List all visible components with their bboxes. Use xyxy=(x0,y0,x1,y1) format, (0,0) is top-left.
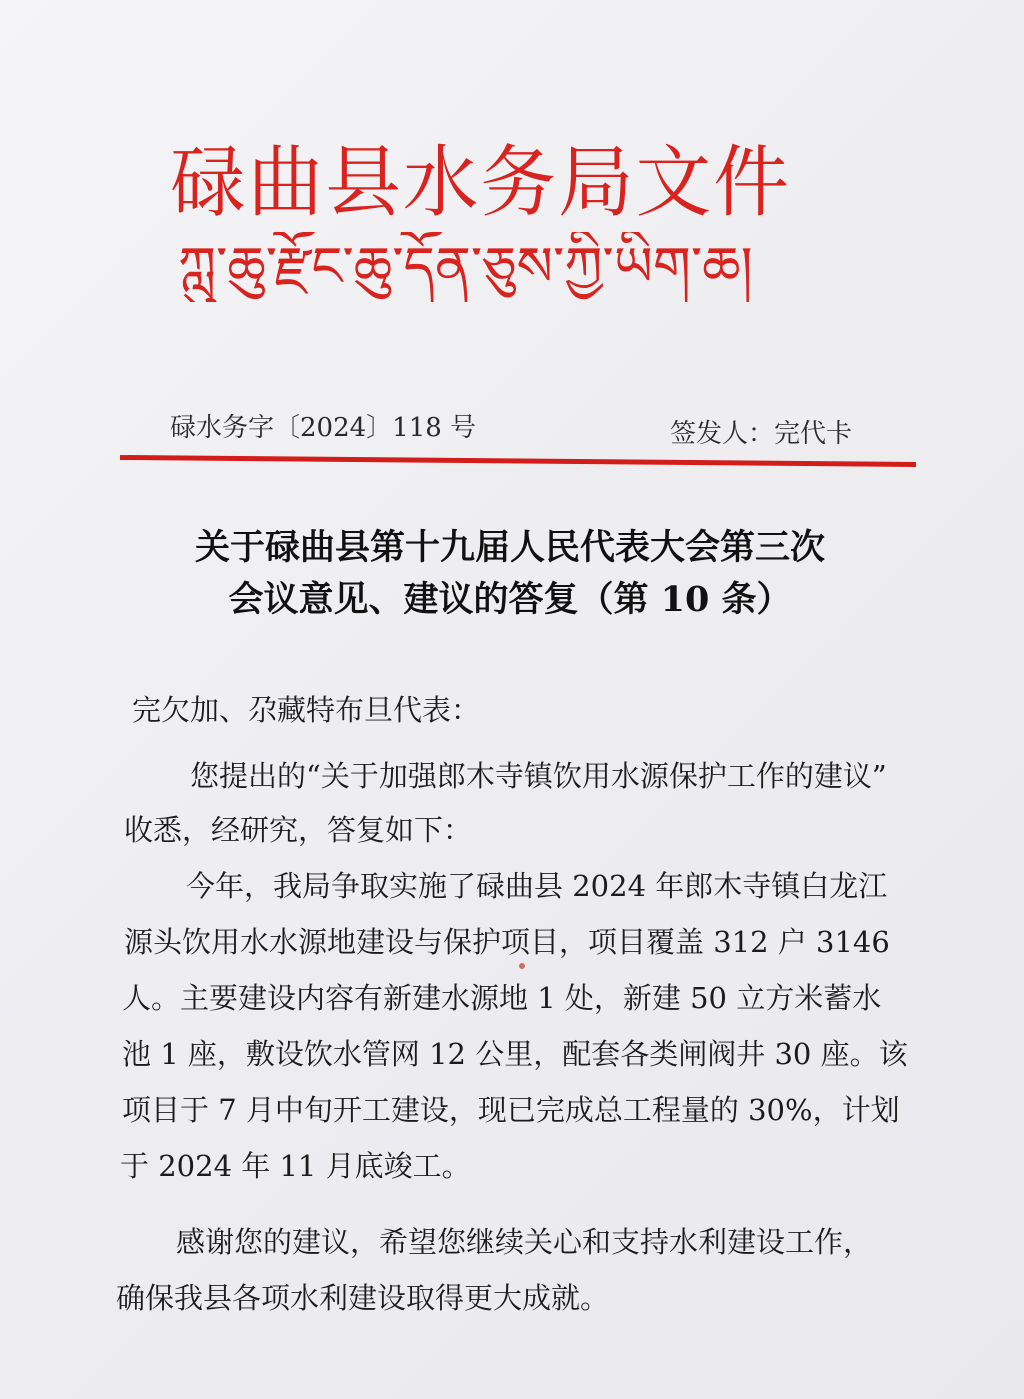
document-subject xyxy=(110,522,910,626)
document-number: 碌水务字〔2024〕118 号 xyxy=(170,413,477,443)
paragraph-2-line-6: 于 2024 年 11 月底竣工。 xyxy=(120,1149,471,1183)
subject-line-1: 关于碌曲县第十九届人民代表大会第三次 xyxy=(194,527,825,568)
paragraph-2-line-3: 人。主要建设内容有新建水源地 1 处，新建 50 立方米蓄水 xyxy=(122,981,882,1015)
paragraph-1-line-1: 您提出的“关于加强郎木寺镇饮用水源保护工作的建议” xyxy=(190,759,887,793)
letterhead-title: 碌曲县水务局文件 xyxy=(170,138,791,228)
paragraph-2-line-5: 项目于 7 月中旬开工建设，现已完成总工程量的 30%，计划 xyxy=(122,1093,900,1127)
paragraph-3-line-1: 感谢您的建议，希望您继续关心和支持水利建设工作， xyxy=(176,1225,873,1259)
paragraph-2-line-4: 池 1 座，敷设饮水管网 12 公里，配套各类闸阀井 30 座。该 xyxy=(122,1037,908,1071)
subject-line-2: 会议意见、建议的答复（第 10 条） xyxy=(228,579,792,620)
paragraph-1-line-2: 收悉，经研究，答复如下： xyxy=(124,813,473,847)
red-divider-line xyxy=(120,455,916,467)
signer-name: 完代卡 xyxy=(774,419,853,449)
paragraph-2-line-2: 源头饮用水水源地建设与保护项目，项目覆盖 312 户 3146 xyxy=(124,925,890,959)
letterhead-tibetan-title: ཀླུ་ཆུ་རྫོང་ཆུ་དོན་ཅུས་ཀྱི་ཡིག་ཆ། xyxy=(178,235,753,298)
signer-label: 签发人： xyxy=(670,419,775,449)
paragraph-3-line-2: 确保我县各项水利建设取得更大成就。 xyxy=(116,1281,610,1315)
salutation: 完欠加、尕藏特布旦代表： xyxy=(132,693,481,727)
signer xyxy=(670,414,852,454)
paragraph-2-line-1: 今年，我局争取实施了碌曲县 2024 年郎木寺镇白龙江 xyxy=(186,869,888,903)
red-ink-dot xyxy=(519,963,525,969)
